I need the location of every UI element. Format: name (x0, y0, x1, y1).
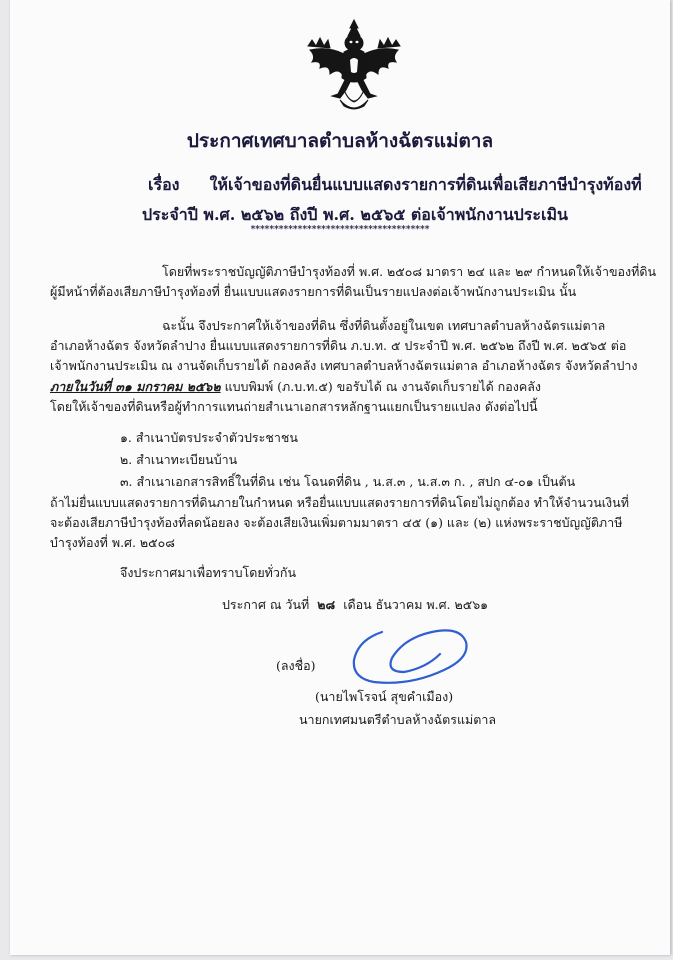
date-prefix: ประกาศ ณ วันที่ (222, 597, 310, 612)
signer-name: (นายไพโรจน์ สุขคำเมือง) (315, 689, 454, 704)
signer-title: นายกเทศมนตรีตำบลห้างฉัตรแม่ตาล (299, 712, 497, 727)
subject-line-1: ให้เจ้าของที่ดินยื่นแบบแสดงรายการที่ดินเพื่อเสียภาษีบำรุงท้องที่ (209, 175, 642, 194)
signature-scribble-icon (348, 618, 478, 690)
para3-line-2: จะต้องเสียภาษีบำรุงท้องที่ลดน้อยลง จะต้องเสียเงินเพิ่มตามมาตรา ๔๕ (๑) และ (๒) แห่งพระราชบัญญัติภาษี (50, 515, 623, 530)
date-suffix: เดือน ธันวาคม พ.ศ. ๒๕๖๑ (343, 597, 489, 612)
document-page (10, 0, 670, 955)
para1-line-2: ผู้มีหน้าที่ต้องเสียภาษีบำรุงท้องที่ ยื่นแบบแสดงรายการที่ดินเป็นรายแปลงต่อเจ้าพนักงานประเมิน นั้น (50, 284, 577, 299)
list-item-1: ๑. สำเนาบัตรประจำตัวประชาชน (120, 430, 298, 445)
para2-line-4-rest: แบบพิมพ์ (ภ.บ.ท.๕) ขอรับได้ ณ งานจัดเก็บรายได้ กองคลัง (220, 379, 541, 394)
para2-line-4 (50, 377, 635, 397)
para1-line-1: โดยที่พระราชบัญญัติภาษีบำรุงท้องที่ พ.ศ. ๒๕๐๘ มาตรา ๒๔ และ ๒๙ กำหนดให้เจ้าของที่ดิน (162, 264, 657, 279)
date-line (222, 595, 673, 615)
subject-line-2: ประจำปี พ.ศ. ๒๕๖๒ ถึงปี พ.ศ. ๒๕๖๕ ต่อเจ้าพนักงานประเมิน (142, 205, 568, 224)
page-title: ประกาศเทศบาลตำบลห้างฉัตรแม่ตาล (186, 130, 494, 152)
para2-line-2: อำเภอห้างฉัตร จังหวัดลำปาง ยื่นแบบแสดงรายการที่ดิน ภ.บ.ท. ๕ ประจำปี พ.ศ. ๒๕๖๒ ถึงปี พ.ศ. ๒๕๖๕ ต่อ (50, 338, 627, 353)
para2-line-1: ฉะนั้น จึงประกาศให้เจ้าของที่ดิน ซึ่งที่ดินตั้งอยู่ในเขต เทศบาลตำบลห้างฉัตรแม่ตาล (162, 318, 606, 333)
list-item-2: ๒. สำเนาทะเบียนบ้าน (120, 452, 238, 467)
para2-line-3: เจ้าพนักงานประเมิน ณ งานจัดเก็บรายได้ กองคลัง เทศบาลตำบลห้างฉัตรแม่ตาล อำเภอห้างฉัตร จังหวัดลำปาง (50, 358, 638, 373)
separator: ************************************** (250, 225, 430, 235)
subject-label: เรื่อง (148, 175, 180, 194)
para3-line-3: บำรุงท้องที่ พ.ศ. ๒๕๐๘ (50, 535, 175, 550)
para2-line-5: โดยให้เจ้าของที่ดินหรือผู้ทำการแทนถ่ายสำเนาเอกสารหลักฐานแยกเป็นรายแปลง ดังต่อไปนี้ (50, 399, 538, 414)
sign-label: (ลงชื่อ) (276, 658, 316, 673)
deadline-emphasis: ภายในวันที่ ๓๑ มกราคม ๒๕๖๒ (50, 379, 221, 394)
date-day: ๒๘ (317, 597, 336, 612)
garuda-emblem-icon (302, 16, 406, 116)
subject (148, 173, 648, 198)
closing-line: จึงประกาศมาเพื่อทราบโดยทั่วกัน (120, 565, 297, 580)
para3-line-1: ถ้าไม่ยื่นแบบแสดงรายการที่ดินภายในกำหนด หรือยื่นแบบแสดงรายการที่ดินโดยไม่ถูกต้อง ทำให้จำนวนเงินที่ (50, 495, 629, 510)
list-item-3: ๓. สำเนาเอกสารสิทธิ์ในที่ดิน เช่น โฉนดที่ดิน , น.ส.๓ , น.ส.๓ ก. , สปก ๔-๐๑ เป็นต้น (120, 474, 576, 489)
